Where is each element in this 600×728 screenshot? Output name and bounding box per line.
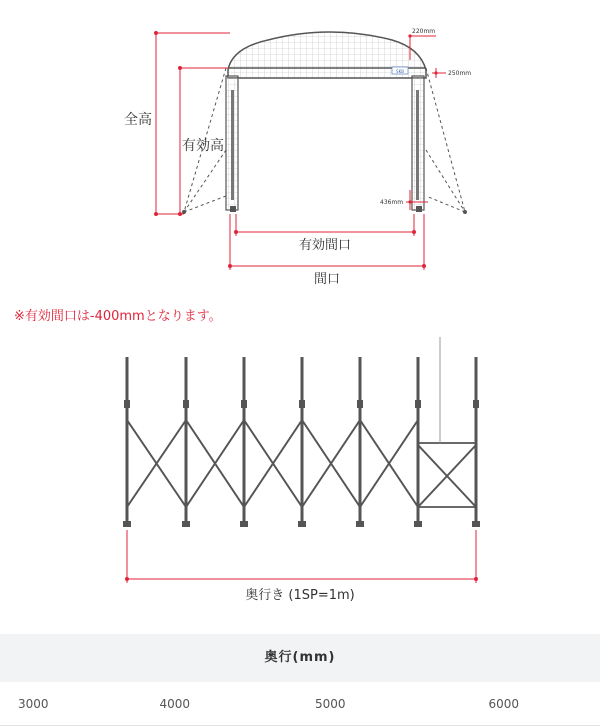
- table-cell: 6000: [488, 697, 520, 711]
- table-cell: 3000: [18, 697, 49, 711]
- table-header: 奥行(mm): [0, 634, 600, 682]
- label-effective-height: 有効高: [182, 138, 224, 154]
- side-view-diagram: [0, 335, 600, 610]
- opening-note: ※有効間口は-400mmとなります。: [14, 309, 222, 324]
- table-cell: 5000: [315, 697, 346, 711]
- dim-top: 220mm: [412, 28, 436, 35]
- dim-bottom: 436mm: [380, 199, 404, 206]
- label-effective-opening: 有効間口: [298, 238, 352, 253]
- label-opening: 間口: [313, 272, 341, 287]
- table-row: [0, 682, 600, 726]
- label-total-height: 全高: [124, 112, 152, 128]
- dim-side: 250mm: [448, 70, 472, 77]
- front-view-diagram: [0, 0, 600, 300]
- table-cell: 4000: [159, 697, 191, 711]
- label-depth: 奥行き (1SP=1m): [245, 588, 355, 603]
- svg-text:SKB: SKB: [396, 69, 404, 74]
- depth-table: [0, 634, 600, 726]
